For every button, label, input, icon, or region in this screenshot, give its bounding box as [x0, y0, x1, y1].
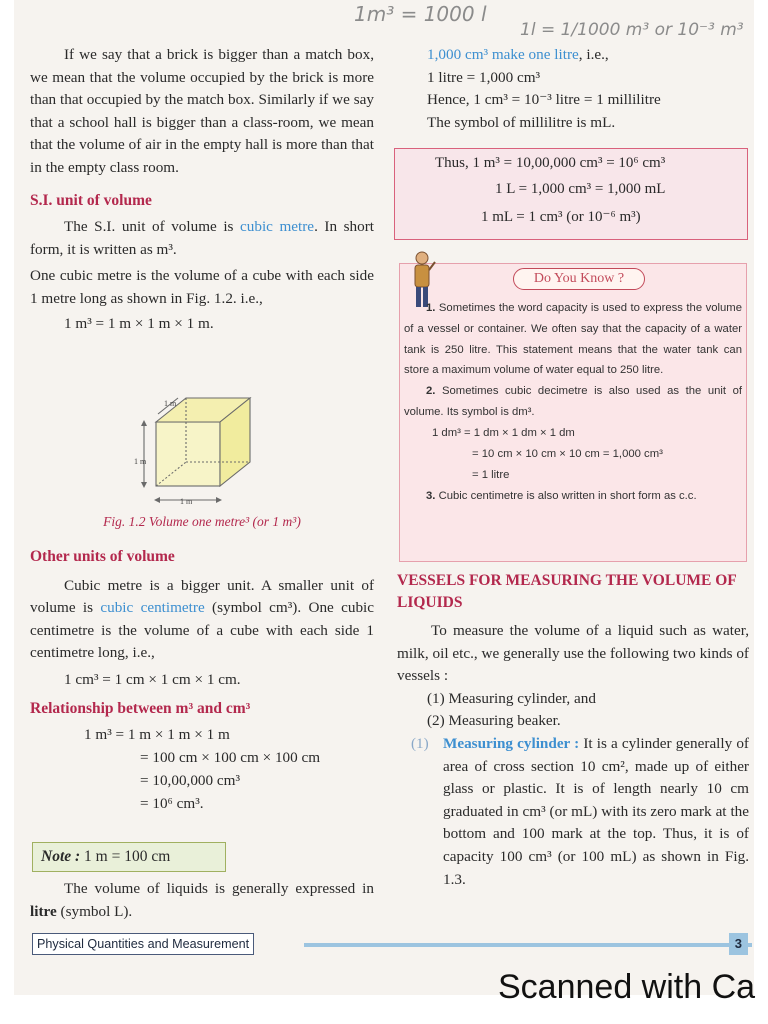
- left-column: [30, 44, 374, 335]
- do-you-know-box: [399, 263, 747, 562]
- measuring-cylinder-paragraph: (1) Measuring cylinder : It is a cylinder generally of area of cross section 10 cm², made up of either glass or plastic. It is of length nearly 10 cm graduated in cm³ (or mL) with its zero mark at the bottom and 100 mark at the top. Thus, it is of capacity 100 cm³ (or 100 mL) as shown in Fig. 1.3.: [411, 734, 749, 888]
- do-you-know-badge: Do You Know ?: [513, 268, 645, 290]
- do-you-know-content: [404, 298, 742, 507]
- cubic-metre-equation: 1 m³ = 1 m × 1 m × 1 m.: [64, 314, 214, 332]
- intro-paragraph: If we say that a brick is bigger than a match box, we mean that the volume occupied by the brick is more than that occupied by the match box. Similarly if we say that a school hall is bigger than a class-room, we mean that the volume of air in the empty hall is more than that in the empty class room.: [30, 46, 374, 176]
- right-column-top: [427, 44, 747, 134]
- vessels-paragraph: To measure the volume of a liquid such as water, milk, oil etc., we generally use the following two kinds of vessels :: [397, 622, 749, 685]
- relationship-equations: 1 m³ = 1 m × 1 m × 1 m = 100 cm × 100 cm × 100 cm = 10,00,000 cm³ = 10⁶ cm³.: [84, 726, 321, 813]
- left-column-lower: [30, 546, 374, 816]
- right-column-lower: [397, 570, 749, 891]
- litre-paragraph-wrap: [30, 878, 374, 923]
- si-unit-paragraph: The S.I. unit of volume is cubic metre. In short form, it is written as m³.: [30, 218, 375, 258]
- dyk-equations: 1 dm³ = 1 dm × 1 dm × 1 dm = 10 cm × 10 cm × 10 cm = 1,000 cm³ = 1 litre: [432, 426, 663, 481]
- litre-definition: 1,000 cm³ make one litre, i.e.,: [427, 46, 609, 63]
- handwritten-note-right: 1l = 1/1000 m³ or 10⁻³ m³: [520, 20, 744, 40]
- textbook-page: [14, 0, 754, 995]
- fig-label-bottom: 1 m: [180, 497, 193, 506]
- cubic-cm-equation: 1 cm³ = 1 cm × 1 cm × 1 cm.: [64, 670, 241, 688]
- heading-other-units: Other units of volume: [30, 548, 175, 565]
- dyk-point-1: 1. Sometimes the word capacity is used to express the volume of a vessel or container. We often say that the capacity of a water tank is 250 litre. This statement means that the water tank can store a maximum volume of water equal to 250 litre.: [404, 302, 742, 377]
- dyk-point-2: 2. Sometimes cubic decimetre is also used as the unit of volume. Its symbol is dm³.: [404, 385, 742, 418]
- vessel-item-1: (1) Measuring cylinder, and: [427, 689, 596, 707]
- scanner-watermark: Scanned with Ca: [498, 968, 756, 1006]
- cubic-metre-definition: One cubic metre is the volume of a cube with each side 1 metre long as shown in Fig. 1.2. i.e.,: [30, 267, 374, 307]
- page-number: 3: [729, 933, 748, 955]
- litre-equation: 1 litre = 1,000 cm³: [427, 68, 541, 86]
- millilitre-equation: Hence, 1 cm³ = 10⁻³ litre = 1 millilitre: [427, 91, 661, 109]
- note-box: Note : 1 m = 100 cm: [32, 842, 226, 872]
- fig-label-side: 1 m: [134, 457, 147, 466]
- chapter-title: Physical Quantities and Measurement: [32, 933, 254, 955]
- cube-figure: [134, 392, 304, 510]
- millilitre-symbol: The symbol of millilitre is mL.: [427, 113, 616, 131]
- litre-paragraph: The volume of liquids is generally expressed in litre (symbol L).: [30, 880, 374, 920]
- heading-vessels: VESSELS FOR MEASURING THE VOLUME OF LIQUIDS: [397, 572, 737, 611]
- dyk-point-3: 3. Cubic centimetre is also written in short form as c.c.: [426, 489, 697, 502]
- heading-relationship: Relationship between m³ and cm³: [30, 699, 251, 717]
- fig-label-top: 1 m: [164, 399, 177, 408]
- heading-si-unit: S.I. unit of volume: [30, 191, 152, 209]
- footer-rule: [304, 943, 752, 947]
- other-units-paragraph: Cubic metre is a bigger unit. A smaller unit of volume is cubic centimetre (symbol cm³). One cubic centimetre is the volume of a cube with each side 1 centimetre long, i.e.,: [30, 576, 375, 662]
- summary-box: Thus, 1 m³ = 10,00,000 cm³ = 10⁶ cm³ 1 L = 1,000 cm³ = 1,000 mL 1 mL = 1 cm³ (or 10⁻⁶ m³): [394, 148, 748, 240]
- figure-caption: Fig. 1.2 Volume one metre³ (or 1 m³): [103, 514, 301, 529]
- handwritten-note-top: 1m³ = 1000 l: [354, 2, 487, 26]
- vessel-item-2: (2) Measuring beaker.: [427, 712, 561, 730]
- page-footer: [32, 933, 752, 955]
